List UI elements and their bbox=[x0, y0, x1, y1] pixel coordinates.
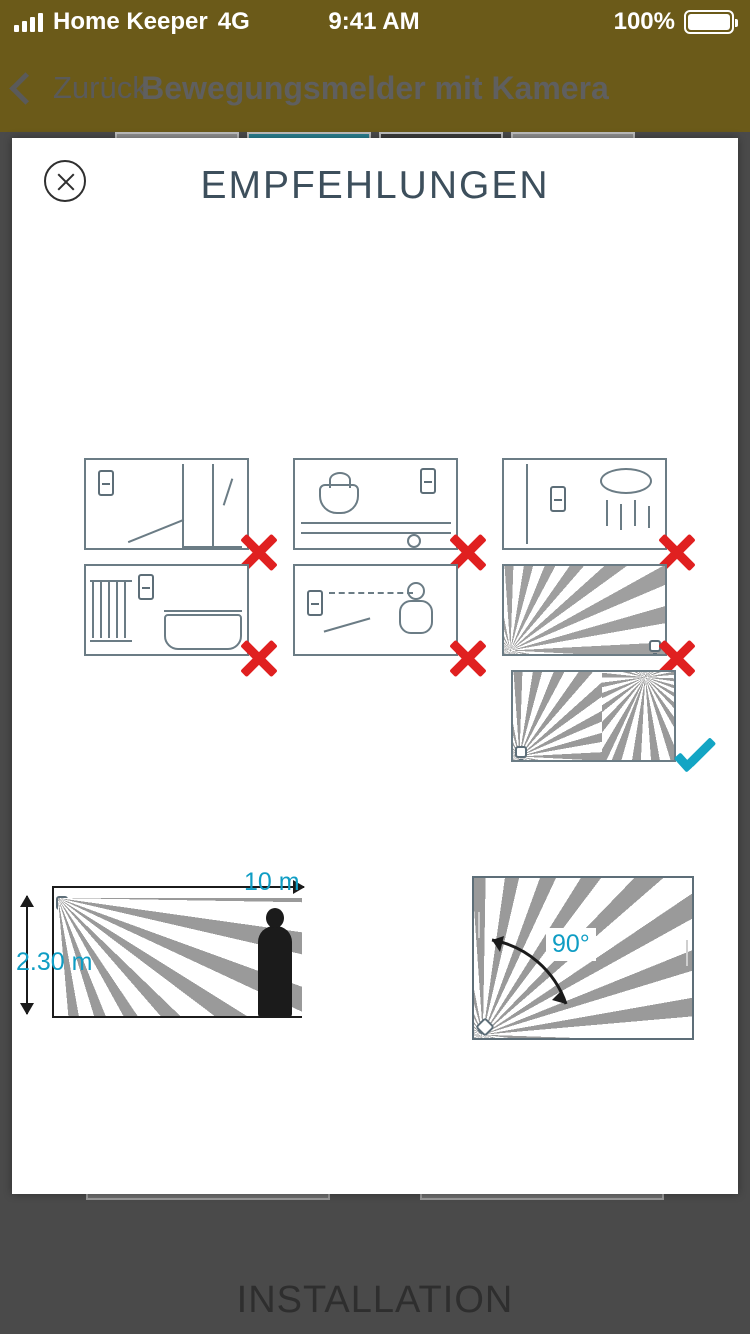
blue-check-icon bbox=[670, 738, 716, 784]
rain-line bbox=[648, 506, 650, 528]
rain-line bbox=[606, 500, 608, 526]
radiator-bottom bbox=[90, 640, 132, 642]
radiator-fin bbox=[116, 582, 118, 638]
carrier-label: Home Keeper bbox=[53, 8, 208, 35]
door-edge bbox=[182, 464, 184, 548]
radiator-fin bbox=[108, 582, 110, 638]
tip-illustration bbox=[84, 564, 249, 656]
sofa-top bbox=[164, 610, 242, 612]
rain-line bbox=[634, 500, 636, 526]
back-button[interactable] bbox=[14, 70, 148, 106]
radiator-fin bbox=[92, 582, 94, 638]
clock-label: 9:41 AM bbox=[328, 8, 420, 35]
stair-line bbox=[323, 617, 370, 632]
sensor-icon bbox=[138, 574, 154, 600]
chevron-left-icon bbox=[9, 72, 42, 105]
counter-line bbox=[301, 522, 451, 524]
tip-rain-outdoors bbox=[502, 458, 667, 550]
network-type-label: 4G bbox=[217, 8, 250, 35]
tip-cooking-steam bbox=[293, 458, 458, 550]
side-view-range-diagram bbox=[16, 868, 452, 1048]
sensor-icon bbox=[307, 590, 323, 616]
red-cross-icon bbox=[235, 634, 281, 680]
detection-line bbox=[329, 592, 413, 594]
modal-title: EMPFEHLUNGEN bbox=[200, 164, 550, 207]
knob-shape bbox=[407, 534, 421, 548]
tips-grid bbox=[12, 458, 738, 776]
sensor-icon bbox=[550, 486, 566, 512]
tip-glass-door bbox=[84, 458, 249, 550]
radiator-fin bbox=[124, 582, 126, 638]
tip-illustration bbox=[293, 564, 458, 656]
counter-line bbox=[301, 532, 451, 534]
tip-illustration bbox=[293, 458, 458, 550]
steam-shape bbox=[329, 472, 351, 488]
modal-header bbox=[12, 138, 738, 238]
range-label: 10 m bbox=[244, 868, 300, 896]
head-shape bbox=[407, 582, 425, 600]
tip-beam-facing-walk bbox=[502, 564, 667, 656]
body-shape bbox=[399, 600, 433, 634]
sensor-icon bbox=[420, 468, 436, 494]
rain-line bbox=[620, 504, 622, 530]
status-bar-left bbox=[14, 8, 314, 36]
tip-illustration bbox=[502, 458, 667, 550]
tip-illustration bbox=[502, 564, 667, 656]
tip-radiator-heat bbox=[84, 564, 249, 656]
perspective-line bbox=[127, 519, 183, 543]
height-label: 2.30 m bbox=[16, 948, 93, 976]
tip-illustration bbox=[511, 670, 676, 762]
detection-beam-fan bbox=[504, 566, 665, 654]
battery-percent-label: 100% bbox=[613, 8, 675, 35]
person-silhouette bbox=[258, 926, 292, 1018]
tips-row bbox=[12, 458, 738, 550]
nav-bar bbox=[0, 44, 750, 132]
cloud-shape bbox=[600, 468, 652, 494]
tip-beam-corner-mount bbox=[511, 670, 676, 762]
radiator-fin bbox=[100, 582, 102, 638]
radiator-top bbox=[90, 580, 132, 582]
battery-full-icon bbox=[684, 10, 734, 34]
red-cross-icon bbox=[444, 634, 490, 680]
door-edge bbox=[212, 464, 214, 548]
sensor-icon bbox=[98, 470, 114, 496]
handle-line bbox=[222, 478, 233, 505]
back-button-label: Zurück bbox=[53, 70, 148, 105]
tip-pets-low-mount bbox=[293, 564, 458, 656]
close-circle-icon[interactable] bbox=[44, 160, 86, 202]
status-bar bbox=[0, 0, 750, 44]
sensor-icon bbox=[515, 746, 527, 758]
recommendations-modal bbox=[12, 138, 738, 1194]
tip-illustration bbox=[84, 458, 249, 550]
status-bar-right bbox=[434, 8, 734, 36]
tips-row bbox=[12, 670, 738, 762]
tips-row bbox=[12, 564, 738, 656]
installation-section-title: INSTALLATION bbox=[236, 1279, 514, 1321]
floor-line bbox=[182, 546, 242, 548]
signal-bars-icon bbox=[14, 12, 43, 32]
sensor-icon bbox=[658, 674, 670, 686]
top-view-angle-diagram bbox=[472, 876, 694, 1040]
page-title: Bewegungsmelder mit Kamera bbox=[141, 69, 609, 106]
wall-line bbox=[526, 464, 528, 544]
measurement-diagrams bbox=[12, 858, 738, 1058]
angle-label: 90° bbox=[546, 928, 596, 961]
pot-shape bbox=[319, 484, 359, 514]
sofa-shape bbox=[164, 614, 242, 650]
